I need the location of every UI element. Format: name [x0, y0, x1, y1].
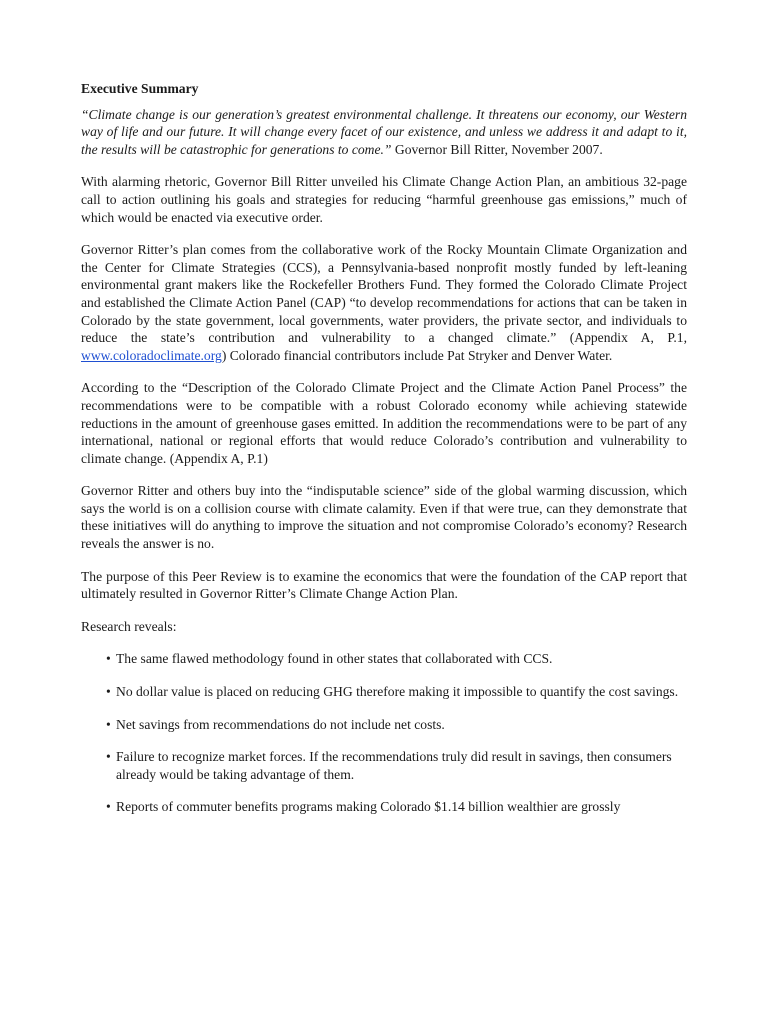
findings-list [81, 650, 687, 816]
paragraph-4: Governor Ritter and others buy into the “indisputable science” side of the global warming discussion, which says the world is on a collision course with climate calamity. Even if that were true, can they demonstrate that these initiatives will do anything to improve the situation and not compromise Colorado’s economy? Research reveals the answer is no. [81, 483, 687, 552]
bullet-icon: • [106, 651, 111, 667]
list-item-text: Net savings from recommendations do not include net costs. [116, 716, 445, 732]
bullet-icon: • [106, 799, 111, 815]
paragraph-6: Research reveals: [81, 618, 177, 634]
quote-attribution: Governor Bill Ritter, November 2007. [391, 141, 603, 157]
list-item [81, 748, 687, 783]
coloradoclimate-link[interactable]: www.coloradoclimate.org [81, 347, 222, 363]
list-item [81, 650, 687, 668]
list-item [81, 798, 687, 816]
list-item-text: The same flawed methodology found in other states that collaborated with CCS. [116, 651, 553, 667]
bullet-icon: • [106, 684, 111, 700]
paragraph-3: According to the “Description of the Colorado Climate Project and the Climate Action Panel Process” the recommendations were to be compatible with a robust Colorado economy while achieving statewide reductions in the amount of greenhouse gases emitted. In addition the recommendations were to be part of any international, national or regional efforts that would reduce Colorado’s contribution and vulnerability to climate change. (Appendix A, P.1) [81, 380, 687, 466]
bullet-icon: • [106, 716, 111, 732]
paragraph-1: With alarming rhetoric, Governor Bill Ritter unveiled his Climate Change Action Plan, an ambitious 32-page call to action outlining his goals and strategies for reducing “harmful greenhouse gas emissions,” much of which would be enacted via executive order. [81, 174, 687, 225]
paragraph-2 [81, 241, 687, 364]
document-page [81, 80, 687, 831]
list-item-text: Reports of commuter benefits programs making Colorado $1.14 billion wealthier are grossly [116, 799, 621, 815]
bullet-icon: • [106, 749, 111, 765]
paragraph-5: The purpose of this Peer Review is to examine the economics that were the foundation of the CAP report that ultimately resulted in Governor Ritter’s Climate Change Action Plan. [81, 568, 687, 602]
list-item [81, 683, 687, 701]
quote-text: “Climate change is our generation’s greatest environmental challenge. It threatens our economy, our Western way of life and our future. It will change every facet of our existence, and unless we address it and adapt to it, the results will be catastrophic for generations to come.” [81, 106, 687, 157]
paragraph-2-tail: ) Colorado financial contributors include Pat Stryker and Denver Water. [221, 347, 613, 363]
section-heading: Executive Summary [81, 81, 199, 96]
list-item-text: Failure to recognize market forces. If the recommendations truly did result in savings, then consumers already would be taking advantage of them. [116, 749, 672, 782]
opening-quote-paragraph [81, 106, 687, 159]
list-item-text: No dollar value is placed on reducing GHG therefore making it impossible to quantify the cost savings. [116, 684, 679, 700]
paragraph-2-text: Governor Ritter’s plan comes from the collaborative work of the Rocky Mountain Climate Organization and the Center for Climate Strategies (CCS), a Pennsylvania-based nonprofit mostly funded by left-leaning environmental grant makers like the Rockefeller Brothers Fund. They formed the Colorado Climate Project and established the Climate Action Panel (CAP) “to develop recommendations for actions that can be taken in Colorado by the state government, local governments, water providers, the private sector, and individuals to reduce the state’s contribution and vulnerability to a changed climate.” (Appendix A, P.1, [81, 242, 687, 346]
list-item [81, 716, 687, 734]
